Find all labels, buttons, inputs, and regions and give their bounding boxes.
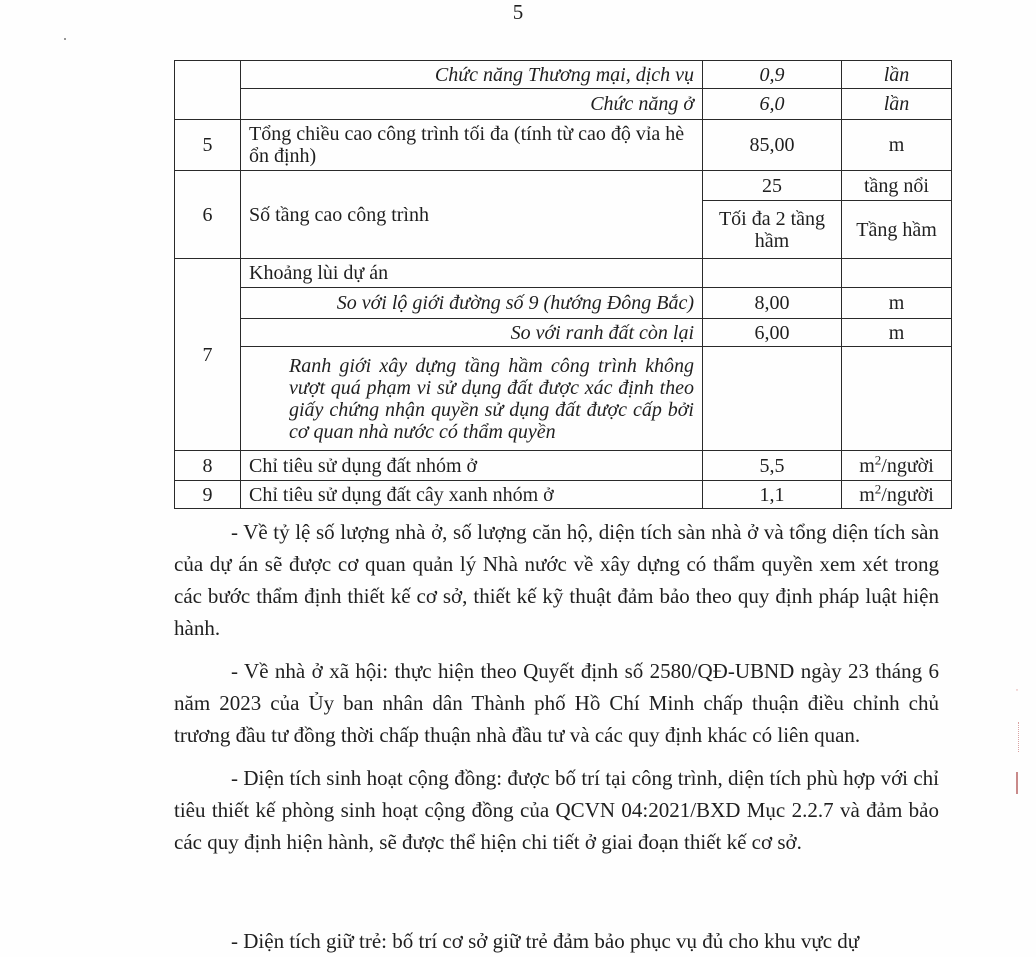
row-number: 7	[175, 259, 241, 451]
unit-tail: /người	[881, 454, 934, 477]
unit-superscript: 2	[874, 480, 882, 496]
row-unit	[842, 347, 952, 451]
scan-speck	[64, 38, 66, 40]
row-label: Số tầng cao công trình	[241, 171, 703, 259]
row-unit: Tầng hầm	[842, 201, 952, 259]
row-value: 8,00	[703, 288, 842, 319]
row-unit: lần	[842, 61, 952, 89]
table-row	[175, 451, 952, 481]
row-unit: m	[842, 319, 952, 347]
unit-base: m	[859, 454, 875, 477]
row-number: 5	[175, 120, 241, 171]
row-number: 9	[175, 481, 241, 509]
row-label: Khoảng lùi dự án	[241, 259, 703, 288]
paragraph-social-housing: - Về nhà ở xã hội: thực hiện theo Quyết định số 2580/QĐ-UBND ngày 23 tháng 6 năm 2023 của Ủy ban nhân dân Thành phố Hồ Chí Minh chấp thuận điều chỉnh chủ trương đầu tư đồng thời chấp thuận nhà đầu tư và các quy định khác có liên quan.	[174, 659, 939, 747]
paragraph-community-area: - Diện tích sinh hoạt cộng đồng: được bố trí tại công trình, diện tích phù hợp với chỉ tiêu thiết kế phòng sinh hoạt cộng đồng của QCVN 04:2021/BXD Mục 2.2.7 và đảm bảo các quy định hiện hành, sẽ được thể hiện chi tiết ở giai đoạn thiết kế cơ sở.	[174, 766, 939, 854]
table-row	[175, 120, 952, 171]
body-text	[174, 516, 939, 953]
margin-stamp-mark: ·	[1015, 685, 1019, 695]
table-row	[175, 481, 952, 509]
row-unit: tầng nổi	[842, 171, 952, 201]
row-sub-label: So với lộ giới đường số 9 (hướng Đông Bắc)	[241, 288, 703, 319]
paragraph-housing-ratio: - Về tỷ lệ số lượng nhà ở, số lượng căn hộ, diện tích sàn nhà ở và tổng diện tích sàn của dự án sẽ được cơ quan quản lý Nhà nước về xây dựng có thẩm quyền xem xét trong các bước thẩm định thiết kế cơ sở, thiết kế kỹ thuật đảm bảo theo quy định pháp luật hiện hành.	[174, 520, 939, 640]
table-row	[175, 171, 952, 201]
table-row	[175, 61, 952, 89]
row-number: 6	[175, 171, 241, 259]
table-row	[175, 319, 952, 347]
row-unit	[842, 259, 952, 288]
row-value: 6,0	[703, 89, 842, 120]
unit-base: m	[859, 483, 875, 506]
row-value: 5,5	[703, 451, 842, 481]
row-value: 6,00	[703, 319, 842, 347]
table-row	[175, 288, 952, 319]
page-number: 5	[512, 0, 524, 24]
table-row	[175, 89, 952, 120]
spec-table	[174, 60, 952, 509]
row-unit: m	[842, 120, 952, 171]
row-label: Chức năng ở	[241, 89, 703, 120]
row-label: Chức năng Thương mại, dịch vụ	[241, 61, 703, 89]
row-unit	[842, 481, 952, 509]
row-label: Tổng chiều cao công trình tối đa (tính từ cao độ vỉa hè ổn định)	[241, 120, 703, 171]
row-value: 85,00	[703, 120, 842, 171]
row-unit	[842, 451, 952, 481]
row-value: 25	[703, 171, 842, 201]
row-label: Chỉ tiêu sử dụng đất nhóm ở	[241, 451, 703, 481]
table-row	[175, 259, 952, 288]
table-row	[175, 347, 952, 451]
row-value	[703, 259, 842, 288]
row-sub-label: Ranh giới xây dựng tầng hầm công trình không vượt quá phạm vi sử dụng đất được xác định theo giấy chứng nhận quyền sử dụng đất được cấp bởi cơ quan nhà nước có thẩm quyền	[241, 347, 703, 451]
row-value: 1,1	[703, 481, 842, 509]
row-number: 8	[175, 451, 241, 481]
row-sub-label: So với ranh đất còn lại	[241, 319, 703, 347]
row-value: Tối đa 2 tầng hầm	[703, 201, 842, 259]
row-unit: lần	[842, 89, 952, 120]
row-unit: m	[842, 288, 952, 319]
row-label: Chỉ tiêu sử dụng đất cây xanh nhóm ở	[241, 481, 703, 509]
margin-stamp-mark	[1016, 772, 1018, 794]
unit-superscript: 2	[874, 451, 882, 467]
row-number	[175, 61, 241, 120]
unit-tail: /người	[881, 483, 934, 506]
row-value: 0,9	[703, 61, 842, 89]
paragraph-childcare: - Diện tích giữ trẻ: bố trí cơ sở giữ trẻ đảm bảo phục vụ đủ cho khu vực dự	[231, 929, 860, 953]
row-value	[703, 347, 842, 451]
margin-stamp-mark	[1018, 722, 1019, 752]
